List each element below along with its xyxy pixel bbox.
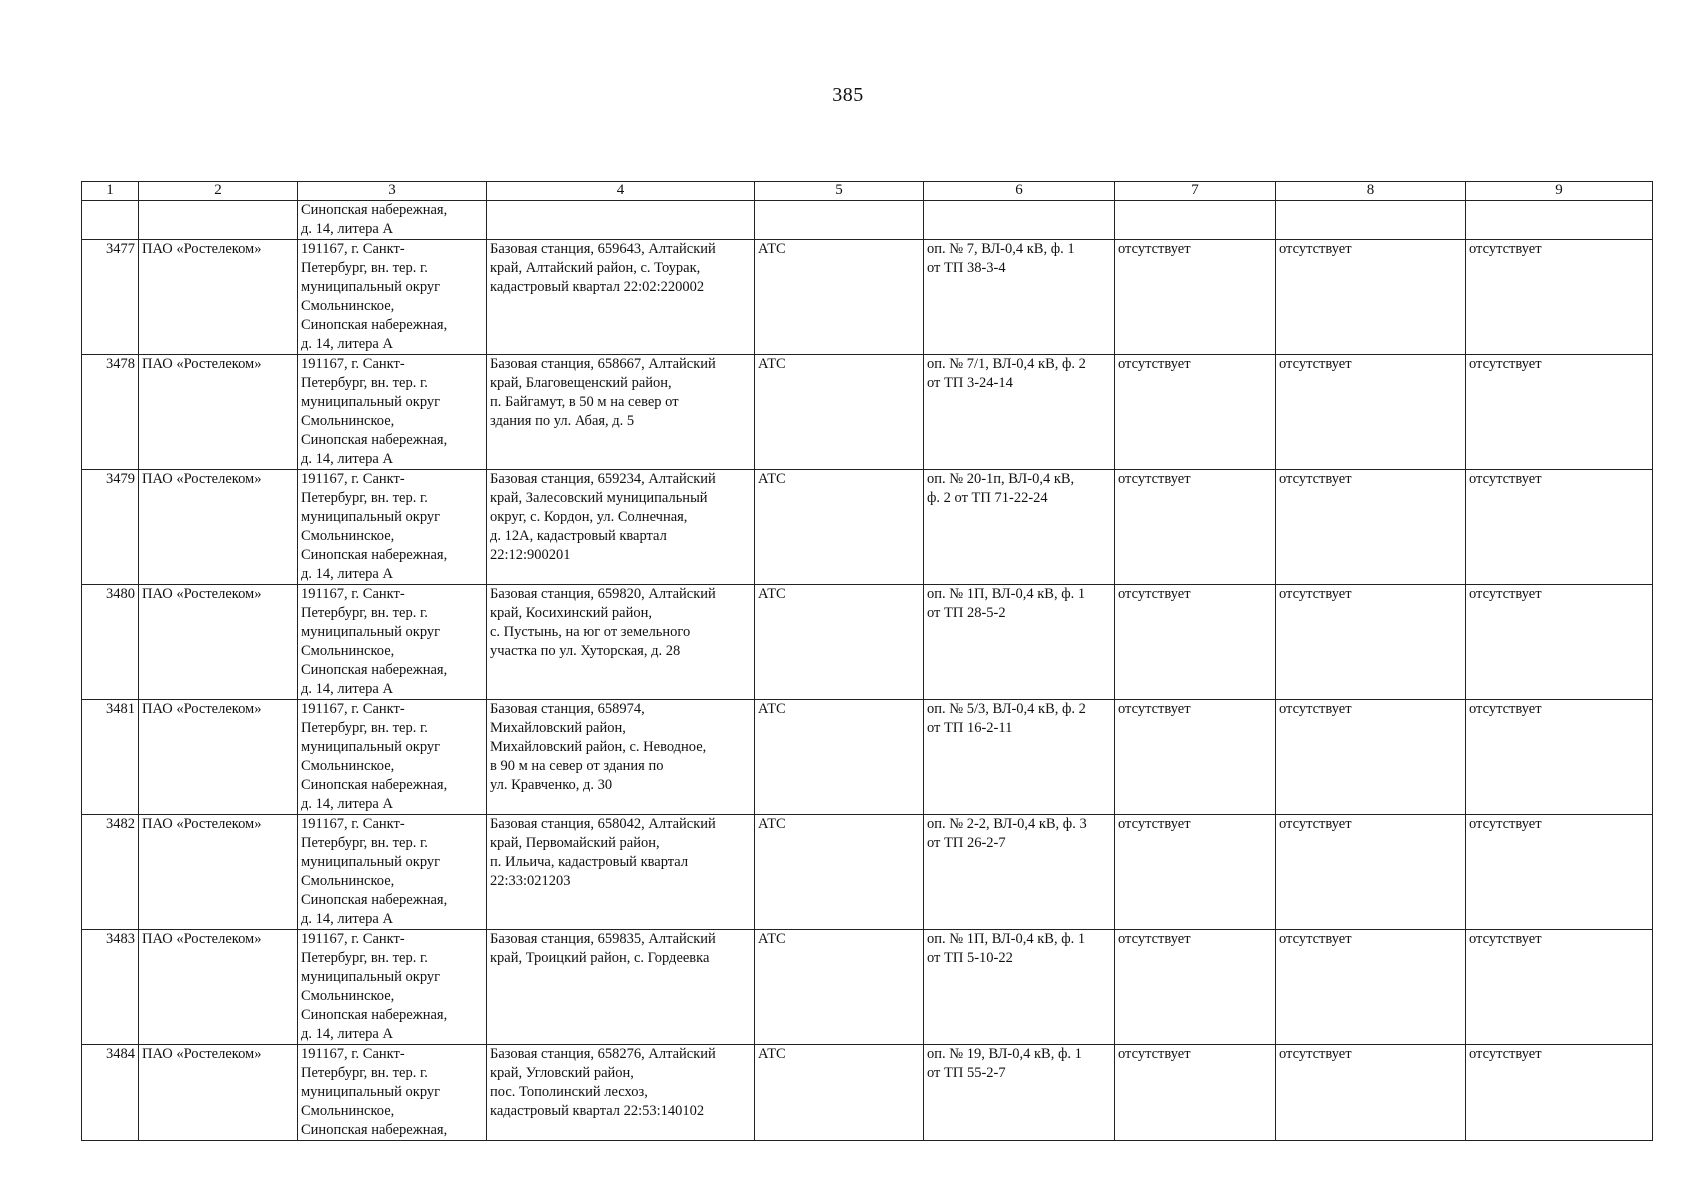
address-line: муниципальный округ: [301, 854, 441, 870]
type-cell: АТС: [755, 585, 924, 700]
connection-line: оп. № 1П, ВЛ-0,4 кВ, ф. 1: [927, 931, 1086, 947]
address-line: муниципальный округ: [301, 394, 441, 410]
table-row: [82, 815, 1653, 930]
object-cell: [487, 815, 755, 930]
connection-cell: [924, 930, 1115, 1045]
object-line: участка по ул. Хуторская, д. 28: [490, 643, 681, 659]
status-cell: отсутствует: [1276, 1045, 1466, 1141]
address-line: Смольнинское,: [301, 413, 395, 429]
object-line: край, Первомайский район,: [490, 835, 660, 851]
address-cell: [298, 201, 487, 240]
object-line: край, Косихинский район,: [490, 605, 652, 621]
address-cell: [298, 1045, 487, 1141]
row-number-cell: 3479: [82, 470, 139, 585]
address-line: Синопская набережная,: [301, 432, 448, 448]
status-cell: отсутствует: [1466, 585, 1653, 700]
status-cell: отсутствует: [1276, 240, 1466, 355]
object-cell: [487, 585, 755, 700]
address-line: муниципальный округ: [301, 279, 441, 295]
connection-line: от ТП 38-3-4: [927, 260, 1006, 276]
address-line: д. 14, литера А: [301, 221, 393, 237]
address-line: Смольнинское,: [301, 873, 395, 889]
address-cell: [298, 240, 487, 355]
address-line: муниципальный округ: [301, 739, 441, 755]
column-header: 2: [139, 182, 298, 201]
object-cell: [487, 1045, 755, 1141]
owner-cell: ПАО «Ростелеком»: [139, 1045, 298, 1141]
connection-cell: [924, 470, 1115, 585]
address-line: 191167, г. Санкт-: [301, 241, 405, 257]
address-line: 191167, г. Санкт-: [301, 816, 405, 832]
address-line: Петербург, вн. тер. г.: [301, 1065, 428, 1081]
address-line: Петербург, вн. тер. г.: [301, 605, 428, 621]
table-row: [82, 240, 1653, 355]
object-line: Михайловский район,: [490, 720, 626, 736]
owner-cell: ПАО «Ростелеком»: [139, 355, 298, 470]
type-cell: АТС: [755, 470, 924, 585]
object-line: п. Ильича, кадастровый квартал: [490, 854, 689, 870]
object-line: ул. Кравченко, д. 30: [490, 777, 613, 793]
status-cell: отсутствует: [1466, 930, 1653, 1045]
address-line: 191167, г. Санкт-: [301, 931, 405, 947]
address-line: муниципальный округ: [301, 509, 441, 525]
registry-table: [81, 181, 1653, 1141]
connection-line: оп. № 1П, ВЛ-0,4 кВ, ф. 1: [927, 586, 1086, 602]
address-line: муниципальный округ: [301, 624, 441, 640]
column-header: 5: [755, 182, 924, 201]
status-cell: отсутствует: [1115, 700, 1276, 815]
address-line: д. 14, литера А: [301, 681, 393, 697]
address-line: 191167, г. Санкт-: [301, 586, 405, 602]
owner-cell: ПАО «Ростелеком»: [139, 815, 298, 930]
row-number-cell: 3484: [82, 1045, 139, 1141]
address-line: Синопская набережная,: [301, 547, 448, 563]
address-line: Синопская набережная,: [301, 317, 448, 333]
address-line: Петербург, вн. тер. г.: [301, 260, 428, 276]
address-line: муниципальный округ: [301, 1084, 441, 1100]
address-line: Смольнинское,: [301, 643, 395, 659]
object-line: Михайловский район, с. Неводное,: [490, 739, 707, 755]
object-line: край, Троицкий район, с. Гордеевка: [490, 950, 710, 966]
object-line: кадастровый квартал 22:02:220002: [490, 279, 705, 295]
connection-line: от ТП 55-2-7: [927, 1065, 1006, 1081]
status-cell: отсутствует: [1115, 1045, 1276, 1141]
address-cell: [298, 815, 487, 930]
connection-cell: [924, 585, 1115, 700]
address-cell: [298, 355, 487, 470]
table-row: [82, 585, 1653, 700]
table-row: [82, 700, 1653, 815]
connection-line: от ТП 26-2-7: [927, 835, 1006, 851]
address-line: Смольнинское,: [301, 298, 395, 314]
connection-cell: [924, 355, 1115, 470]
address-line: д. 14, литера А: [301, 451, 393, 467]
object-line: Базовая станция, 658667, Алтайский: [490, 356, 716, 372]
object-line: округ, с. Кордон, ул. Солнечная,: [490, 509, 688, 525]
owner-cell: ПАО «Ростелеком»: [139, 585, 298, 700]
address-line: д. 14, литера А: [301, 336, 393, 352]
address-line: Смольнинское,: [301, 988, 395, 1004]
column-header: 3: [298, 182, 487, 201]
object-line: Базовая станция, 658276, Алтайский: [490, 1046, 716, 1062]
address-line: Петербург, вн. тер. г.: [301, 950, 428, 966]
connection-line: оп. № 20-1п, ВЛ-0,4 кВ,: [927, 471, 1075, 487]
table-row: [82, 355, 1653, 470]
address-line: Синопская набережная,: [301, 1007, 448, 1023]
object-cell: [487, 240, 755, 355]
status-cell: отсутствует: [1466, 1045, 1653, 1141]
address-line: Смольнинское,: [301, 758, 395, 774]
object-line: край, Залесовский муниципальный: [490, 490, 708, 506]
object-line: 22:33:021203: [490, 873, 571, 889]
status-cell: отсутствует: [1466, 815, 1653, 930]
object-cell: [487, 930, 755, 1045]
owner-cell: ПАО «Ростелеком»: [139, 700, 298, 815]
connection-cell: [924, 240, 1115, 355]
address-line: 191167, г. Санкт-: [301, 1046, 405, 1062]
address-line: д. 14, литера А: [301, 566, 393, 582]
table-row: [82, 1045, 1653, 1141]
object-cell: [487, 470, 755, 585]
status-cell: отсутствует: [1276, 470, 1466, 585]
address-cell: [298, 700, 487, 815]
type-cell: АТС: [755, 700, 924, 815]
address-line: Петербург, вн. тер. г.: [301, 375, 428, 391]
object-line: Базовая станция, 659835, Алтайский: [490, 931, 716, 947]
object-line: 22:12:900201: [490, 547, 571, 563]
column-header: 9: [1466, 182, 1653, 201]
connection-cell: [924, 1045, 1115, 1141]
object-line: здания по ул. Абая, д. 5: [490, 413, 635, 429]
connection-line: оп. № 5/3, ВЛ-0,4 кВ, ф. 2: [927, 701, 1086, 717]
page-number: 385: [832, 84, 864, 106]
column-header: 6: [924, 182, 1115, 201]
address-line: Петербург, вн. тер. г.: [301, 720, 428, 736]
object-line: в 90 м на север от здания по: [490, 758, 664, 774]
status-cell: отсутствует: [1115, 930, 1276, 1045]
owner-cell: ПАО «Ростелеком»: [139, 930, 298, 1045]
type-cell: АТС: [755, 815, 924, 930]
object-line: Базовая станция, 659234, Алтайский: [490, 471, 716, 487]
object-line: пос. Тополинский лесхоз,: [490, 1084, 648, 1100]
address-line: Смольнинское,: [301, 1103, 395, 1119]
object-cell: [487, 355, 755, 470]
address-cell: [298, 470, 487, 585]
object-line: д. 12А, кадастровый квартал: [490, 528, 667, 544]
connection-line: ф. 2 от ТП 71-22-24: [927, 490, 1048, 506]
address-line: д. 14, литера А: [301, 911, 393, 927]
connection-line: оп. № 2-2, ВЛ-0,4 кВ, ф. 3: [927, 816, 1087, 832]
status-cell: отсутствует: [1115, 355, 1276, 470]
object-line: Базовая станция, 659643, Алтайский: [490, 241, 716, 257]
row-number-cell: 3482: [82, 815, 139, 930]
column-number-header: [82, 182, 1653, 201]
address-line: 191167, г. Санкт-: [301, 471, 405, 487]
address-line: д. 14, литера А: [301, 1026, 393, 1042]
status-cell: отсутствует: [1276, 585, 1466, 700]
status-cell: отсутствует: [1466, 355, 1653, 470]
object-line: край, Угловский район,: [490, 1065, 634, 1081]
status-cell: отсутствует: [1276, 700, 1466, 815]
object-line: кадастровый квартал 22:53:140102: [490, 1103, 705, 1119]
address-line: Петербург, вн. тер. г.: [301, 490, 428, 506]
type-cell: АТС: [755, 1045, 924, 1141]
connection-line: от ТП 16-2-11: [927, 720, 1013, 736]
address-line: Петербург, вн. тер. г.: [301, 835, 428, 851]
address-line: Синопская набережная,: [301, 1122, 448, 1138]
status-cell: отсутствует: [1466, 470, 1653, 585]
row-number-cell: 3477: [82, 240, 139, 355]
connection-line: оп. № 7, ВЛ-0,4 кВ, ф. 1: [927, 241, 1075, 257]
row-number-cell: 3483: [82, 930, 139, 1045]
row-number-cell: 3480: [82, 585, 139, 700]
connection-line: от ТП 3-24-14: [927, 375, 1013, 391]
object-line: край, Благовещенский район,: [490, 375, 672, 391]
connection-cell: [924, 700, 1115, 815]
status-cell: отсутствует: [1276, 815, 1466, 930]
object-line: Базовая станция, 658974,: [490, 701, 645, 717]
owner-cell: ПАО «Ростелеком»: [139, 240, 298, 355]
connection-line: оп. № 7/1, ВЛ-0,4 кВ, ф. 2: [927, 356, 1086, 372]
type-cell: АТС: [755, 355, 924, 470]
object-line: Базовая станция, 658042, Алтайский: [490, 816, 716, 832]
address-line: 191167, г. Санкт-: [301, 356, 405, 372]
address-line: 191167, г. Санкт-: [301, 701, 405, 717]
status-cell: отсутствует: [1466, 240, 1653, 355]
address-cell: [298, 585, 487, 700]
column-header: 1: [82, 182, 139, 201]
status-cell: отсутствует: [1276, 355, 1466, 470]
status-cell: отсутствует: [1276, 930, 1466, 1045]
object-line: край, Алтайский район, с. Тоурак,: [490, 260, 701, 276]
connection-line: от ТП 5-10-22: [927, 950, 1013, 966]
object-line: Базовая станция, 659820, Алтайский: [490, 586, 716, 602]
address-line: муниципальный округ: [301, 969, 441, 985]
connection-cell: [924, 815, 1115, 930]
table-row: [82, 930, 1653, 1045]
object-line: с. Пустынь, на юг от земельного: [490, 624, 691, 640]
column-header: 4: [487, 182, 755, 201]
column-header: 7: [1115, 182, 1276, 201]
column-header: 8: [1276, 182, 1466, 201]
address-line: Смольнинское,: [301, 528, 395, 544]
row-number-cell: 3478: [82, 355, 139, 470]
connection-line: оп. № 19, ВЛ-0,4 кВ, ф. 1: [927, 1046, 1082, 1062]
address-line: Синопская набережная,: [301, 892, 448, 908]
status-cell: отсутствует: [1115, 240, 1276, 355]
address-cell: [298, 930, 487, 1045]
address-line: Синопская набережная,: [301, 662, 448, 678]
continuation-row: [82, 201, 1653, 240]
object-line: п. Байгамут, в 50 м на север от: [490, 394, 679, 410]
connection-line: от ТП 28-5-2: [927, 605, 1006, 621]
address-line: Синопская набережная,: [301, 777, 448, 793]
status-cell: отсутствует: [1115, 470, 1276, 585]
address-line: д. 14, литера А: [301, 796, 393, 812]
table-row: [82, 470, 1653, 585]
row-number-cell: 3481: [82, 700, 139, 815]
status-cell: отсутствует: [1115, 585, 1276, 700]
type-cell: АТС: [755, 240, 924, 355]
object-cell: [487, 700, 755, 815]
status-cell: отсутствует: [1115, 815, 1276, 930]
address-line: Синопская набережная,: [301, 202, 448, 218]
status-cell: отсутствует: [1466, 700, 1653, 815]
type-cell: АТС: [755, 930, 924, 1045]
owner-cell: ПАО «Ростелеком»: [139, 470, 298, 585]
